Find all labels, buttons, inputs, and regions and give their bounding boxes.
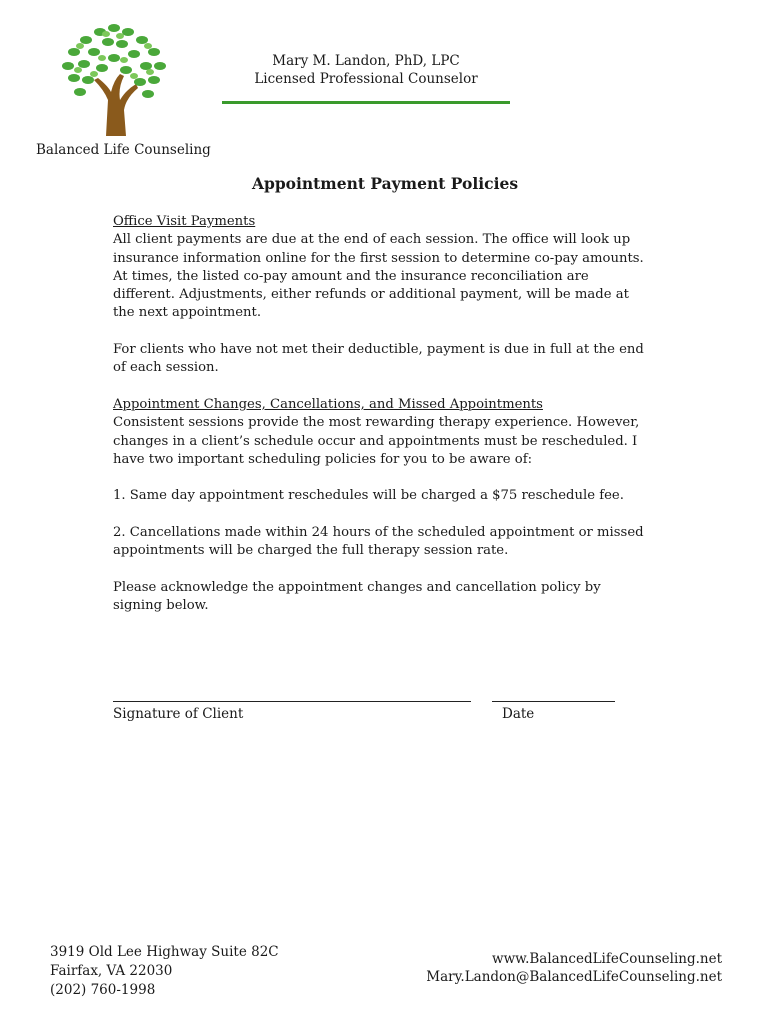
- date-label: Date: [502, 706, 535, 722]
- section-heading-office-visit: Office Visit Payments: [113, 214, 256, 229]
- policy-body: [113, 213, 653, 634]
- client-signature-line[interactable]: [113, 701, 471, 702]
- website-link[interactable]: www.BalancedLifeCounseling.net: [492, 951, 722, 967]
- phone-number: (202) 760-1998: [50, 982, 156, 998]
- policy-item-2: 2. Cancellations made within 24 hours of the scheduled appointment or missed appointments will be charged the full therapy session rate.: [113, 525, 644, 559]
- section-heading-changes: Appointment Changes, Cancellations, and Missed Appointments: [113, 396, 543, 412]
- paragraph: Consistent sessions provide the most rewarding therapy experience. However, changes in a client’s schedule occur and appointments must be rescheduled. I have two important scheduling policies for you to be aware of:: [113, 415, 640, 467]
- date-line[interactable]: [492, 701, 615, 702]
- footer-contact: [426, 950, 722, 986]
- paragraph: All client payments are due at the end of each session. The office will look up insurance information online for the first session to determine co-pay amounts. At times, the listed co-pay amount and the insurance reconciliation are different. Adjustments, either refunds or additional payment, will be made at the next appointment.: [113, 232, 644, 321]
- counselor-credential: Licensed Professional Counselor: [254, 71, 478, 88]
- address-line-1: 3919 Old Lee Highway Suite 82C: [50, 944, 279, 960]
- address-line-2: Fairfax, VA 22030: [50, 963, 173, 979]
- counselor-name: Mary M. Landon, PhD, LPC: [272, 53, 460, 69]
- letterhead: [222, 52, 510, 89]
- paragraph: For clients who have not met their deductible, payment is due in full at the end of each session.: [113, 342, 644, 376]
- tree-logo-icon: [58, 18, 170, 136]
- client-signature-label: Signature of Client: [113, 706, 244, 722]
- page-title: Appointment Payment Policies: [251, 174, 519, 193]
- footer-address: [50, 943, 279, 1000]
- email-link[interactable]: Mary.Landon@BalancedLifeCounseling.net: [426, 969, 722, 985]
- header-divider: [222, 101, 510, 104]
- org-name: Balanced Life Counseling: [36, 142, 211, 158]
- acknowledgement-text: Please acknowledge the appointment changes and cancellation policy by signing below.: [113, 579, 601, 614]
- policy-item-1: 1. Same day appointment reschedules will be charged a $75 reschedule fee.: [113, 488, 624, 504]
